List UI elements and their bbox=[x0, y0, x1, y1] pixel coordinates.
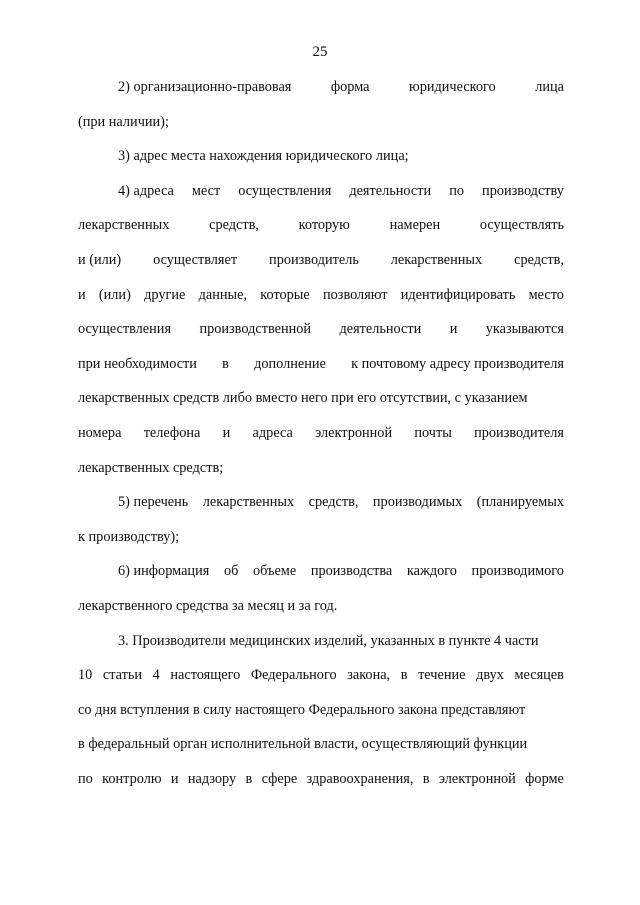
text-segment: в bbox=[222, 355, 229, 372]
text-line bbox=[78, 422, 564, 457]
text-segment: лекарственных bbox=[202, 494, 295, 511]
text-segment: 2) организационно-правовая bbox=[118, 79, 292, 95]
text-segment: 5) перечень bbox=[118, 494, 189, 511]
text-line bbox=[78, 560, 564, 595]
text-segment: электронной bbox=[438, 770, 516, 787]
text-line bbox=[78, 249, 564, 284]
text-segment: электронной bbox=[315, 424, 393, 441]
text-segment: к производству); bbox=[78, 528, 180, 545]
text-segment: почты bbox=[414, 424, 452, 441]
text-segment: адреса bbox=[252, 424, 293, 441]
text-segment: 3) адрес места нахождения юридического лица; bbox=[118, 148, 409, 165]
text-segment: данные, bbox=[198, 286, 248, 303]
page-number: 25 bbox=[312, 44, 328, 60]
text-segment: и bbox=[78, 286, 86, 303]
text-segment: указываются bbox=[485, 321, 564, 338]
text-line bbox=[78, 595, 564, 630]
text-segment: другие bbox=[144, 286, 186, 303]
text-line bbox=[78, 526, 564, 561]
text-segment: и bbox=[222, 424, 231, 441]
text-segment: и (или) bbox=[78, 251, 122, 268]
text-segment: намерен bbox=[389, 217, 441, 234]
text-segment: осуществления bbox=[238, 182, 332, 199]
text-line bbox=[78, 111, 564, 146]
text-line bbox=[78, 387, 564, 422]
text-segment: 6) информация bbox=[118, 563, 210, 580]
text-segment: место bbox=[528, 286, 564, 303]
text-segment: двух bbox=[476, 667, 504, 684]
text-segment: лица bbox=[535, 79, 564, 95]
text-line bbox=[78, 76, 564, 111]
text-segment: лекарственных bbox=[78, 217, 170, 234]
text-segment: осуществлять bbox=[479, 217, 564, 234]
text-segment: в bbox=[422, 770, 430, 787]
text-segment: лекарственных bbox=[390, 251, 483, 268]
text-segment: средств, bbox=[209, 217, 259, 234]
text-segment: телефона bbox=[143, 424, 201, 441]
text-segment: (планируемых bbox=[476, 494, 564, 511]
text-segment: форма bbox=[330, 79, 370, 95]
document-body bbox=[78, 76, 564, 802]
text-segment: 10 bbox=[78, 667, 93, 684]
text-segment: форме bbox=[525, 770, 564, 787]
text-line bbox=[78, 664, 564, 699]
text-segment: средств, bbox=[514, 251, 564, 268]
text-segment: лекарственных средств; bbox=[78, 459, 224, 476]
text-segment: осуществляет bbox=[153, 251, 238, 268]
text-segment: мест bbox=[191, 182, 221, 199]
text-segment: закона, bbox=[347, 667, 391, 684]
text-segment: номера bbox=[78, 424, 122, 441]
text-segment: лекарственного средства за месяц и за год. bbox=[78, 597, 338, 614]
text-segment: которую bbox=[298, 217, 350, 234]
text-line bbox=[78, 491, 564, 526]
text-segment: производства bbox=[310, 563, 393, 580]
text-segment: надзору bbox=[187, 770, 237, 787]
text-segment: осуществления bbox=[78, 321, 172, 338]
text-line bbox=[78, 353, 564, 388]
text-segment: (или) bbox=[98, 286, 131, 303]
text-segment: производственной bbox=[199, 321, 312, 338]
text-segment: дополнение bbox=[254, 355, 326, 372]
text-segment: настоящего bbox=[170, 667, 241, 684]
text-segment: деятельности bbox=[339, 321, 422, 338]
text-segment: в bbox=[245, 770, 253, 787]
text-segment: средств, bbox=[308, 494, 359, 511]
text-segment: и bbox=[449, 321, 458, 338]
text-segment: статьи bbox=[102, 667, 143, 684]
text-segment: здравоохранения, bbox=[306, 770, 414, 787]
text-line bbox=[78, 145, 564, 180]
text-segment: производимого bbox=[471, 563, 564, 580]
text-line bbox=[78, 318, 564, 353]
text-segment: лекарственных средств либо вместо него при его отсутствии, с указанием bbox=[78, 390, 528, 407]
text-line bbox=[78, 284, 564, 319]
text-segment: при необходимости bbox=[78, 355, 197, 372]
text-segment: производитель bbox=[269, 251, 359, 268]
text-segment: позволяют bbox=[323, 286, 388, 303]
text-line bbox=[78, 180, 564, 215]
text-segment: сфере bbox=[261, 770, 298, 787]
text-line bbox=[78, 768, 564, 803]
text-line bbox=[78, 733, 564, 768]
text-segment: деятельности bbox=[349, 182, 432, 199]
text-segment: течение bbox=[418, 667, 466, 684]
text-segment: со дня вступления в силу настоящего Федерального закона представляют bbox=[78, 701, 526, 718]
text-segment: и bbox=[170, 770, 179, 787]
text-segment: каждого bbox=[406, 563, 457, 580]
text-segment: объеме bbox=[253, 563, 297, 580]
text-segment: месяцев bbox=[514, 667, 564, 684]
text-segment: 3. Производители медицинских изделий, указанных в пункте 4 части bbox=[118, 632, 539, 649]
text-segment: 4) адреса bbox=[118, 182, 174, 199]
text-segment: контролю bbox=[102, 770, 162, 787]
text-segment: которые bbox=[260, 286, 310, 303]
text-line bbox=[78, 699, 564, 734]
text-segment: в федеральный орган исполнительной власти, осуществляющий функции bbox=[78, 736, 528, 753]
text-segment: в bbox=[400, 667, 408, 684]
text-line bbox=[78, 630, 564, 665]
text-segment: по bbox=[449, 182, 465, 199]
text-segment: 4 bbox=[152, 667, 160, 684]
text-segment: по bbox=[78, 770, 93, 787]
text-line bbox=[78, 214, 564, 249]
text-segment: производителя bbox=[474, 424, 564, 441]
text-segment: Федерального bbox=[250, 667, 337, 684]
text-segment: юридического bbox=[409, 79, 496, 95]
text-segment: идентифицировать bbox=[400, 286, 516, 303]
text-segment: производимых bbox=[372, 494, 463, 511]
text-segment: производству bbox=[482, 182, 564, 199]
text-segment: (при наличии); bbox=[78, 113, 169, 130]
text-segment: к почтовому адресу производителя bbox=[351, 355, 564, 372]
text-line bbox=[78, 457, 564, 492]
text-segment: об bbox=[223, 563, 239, 580]
